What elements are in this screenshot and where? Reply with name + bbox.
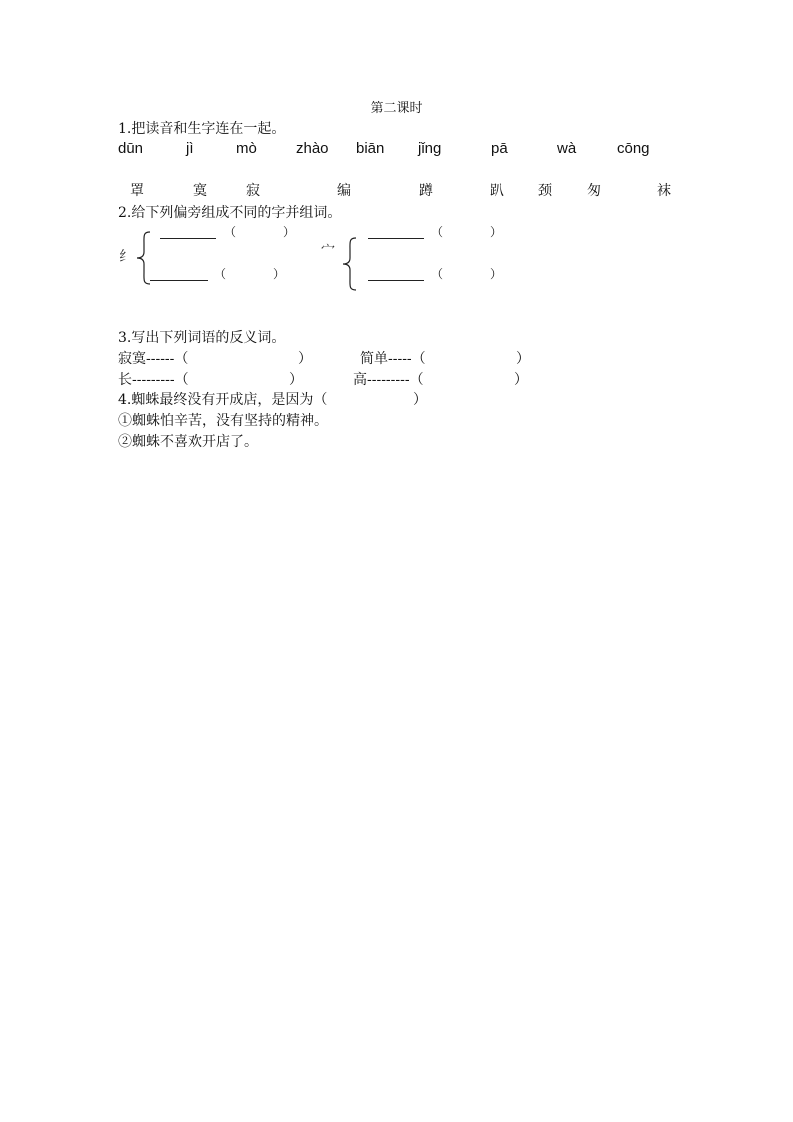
character-item[interactable]: 寞 — [193, 183, 207, 199]
left-brace-icon — [134, 230, 152, 286]
paren-close: ） — [298, 351, 312, 367]
paren-close: ） — [283, 225, 296, 239]
q1-heading: 1.把读音和生字连在一起。 — [118, 121, 286, 137]
paren-close: ） — [490, 225, 503, 239]
page-title: 第二课时 — [370, 101, 423, 116]
paren-open: （ — [214, 267, 227, 281]
character-item[interactable]: 蹲 — [419, 183, 433, 199]
antonym-word: 高---------（ — [353, 372, 424, 388]
paren-close: ） — [516, 351, 530, 367]
paren-close: ） — [514, 372, 528, 388]
pinyin-item[interactable]: mò — [236, 140, 257, 157]
q4-heading: 4.蜘蛛最终没有开成店，是因为（ — [118, 392, 328, 408]
blank-line[interactable] — [150, 280, 208, 281]
character-item[interactable]: 趴 — [490, 183, 504, 199]
radical-silk: 纟 — [119, 249, 133, 265]
pinyin-item[interactable]: jì — [186, 140, 194, 157]
character-item[interactable]: 颈 — [538, 183, 552, 199]
option-item[interactable]: ②蜘蛛不喜欢开店了。 — [118, 434, 258, 450]
paren-close: ） — [413, 392, 427, 408]
q3-heading: 3.写出下列词语的反义词。 — [118, 330, 286, 346]
antonym-word: 寂寞------（ — [118, 351, 189, 367]
character-item[interactable]: 匆 — [587, 183, 601, 199]
pinyin-item[interactable]: wà — [557, 140, 577, 157]
character-item[interactable]: 寂 — [246, 183, 260, 199]
antonym-word: 简单-----（ — [360, 351, 426, 367]
character-item[interactable]: 袜 — [657, 183, 671, 199]
character-item[interactable]: 编 — [337, 183, 351, 199]
option-item[interactable]: ①蜘蛛怕辛苦，没有坚持的精神。 — [118, 413, 328, 429]
q2-heading: 2.给下列偏旁组成不同的字并组词。 — [118, 205, 342, 221]
paren-open: （ — [431, 267, 444, 281]
pinyin-item[interactable]: zhào — [296, 140, 329, 157]
left-brace-icon — [340, 236, 358, 292]
pinyin-item[interactable]: pā — [491, 140, 508, 157]
antonym-word: 长---------（ — [118, 372, 189, 388]
paren-close: ） — [289, 372, 303, 388]
paren-open: （ — [224, 225, 237, 239]
pinyin-item[interactable]: cōng — [617, 140, 650, 157]
paren-close: ） — [273, 267, 286, 281]
blank-line[interactable] — [368, 280, 424, 281]
character-item[interactable]: 罩 — [130, 183, 144, 199]
pinyin-item[interactable]: biān — [356, 140, 385, 157]
paren-close: ） — [490, 267, 503, 281]
radical-roof: 宀 — [321, 243, 335, 259]
paren-open: （ — [431, 225, 444, 239]
pinyin-item[interactable]: jǐng — [418, 140, 442, 157]
pinyin-item[interactable]: dūn — [118, 140, 144, 157]
blank-line[interactable] — [160, 238, 216, 239]
blank-line[interactable] — [368, 238, 424, 239]
